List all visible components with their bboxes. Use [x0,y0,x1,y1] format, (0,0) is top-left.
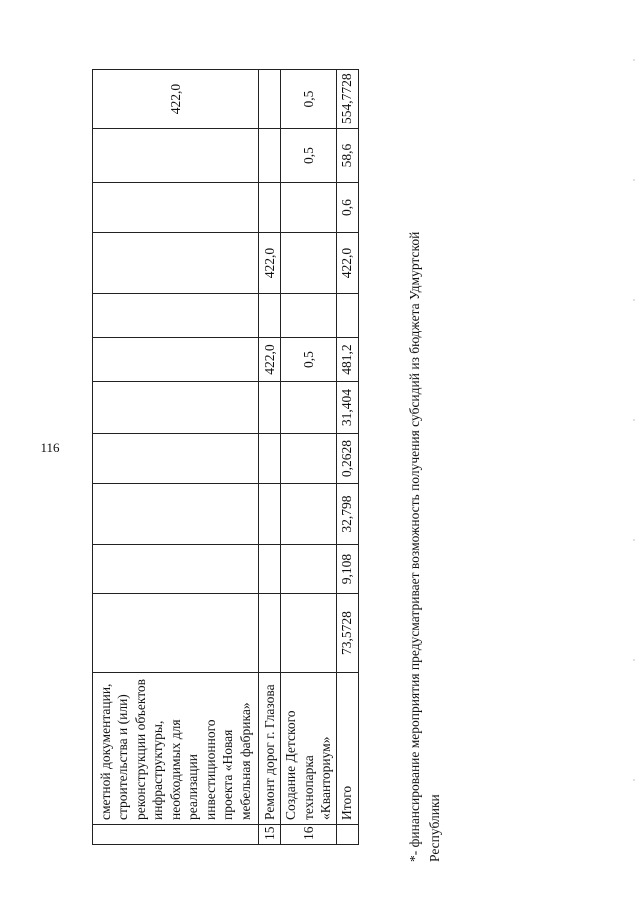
footnote-line-1: *- финансирование мероприятия предусматривает возможность получения субсидий из бюджета Удмуртской [407,231,422,862]
scan-edge-dots [600,0,640,905]
page-number [0,440,100,456]
cell [259,434,281,484]
cell: 0,5 [281,129,337,183]
row-number [93,825,259,845]
cell [281,484,337,545]
row-number [336,825,358,845]
cell [259,70,281,129]
row-name: сметной документации, строительства и (или) реконструкции объектов инфраструктуры, необходимых для реализации инвестиционного проекта «Новая мебельная фабрика» [93,673,259,825]
cell: 58,6 [336,129,358,183]
cell [281,294,337,338]
footnote-line-2: Республики [427,794,442,862]
cell: 9,108 [336,545,358,594]
cell [93,338,259,382]
cell [259,129,281,183]
row-number: 15 [259,825,281,845]
row-name: Создание Детского технопарка «Кванториум» [281,673,337,825]
cell [281,382,337,434]
cell [259,294,281,338]
table-row [259,70,281,845]
cell: 73,5728 [336,594,358,673]
row-name: Итого [336,673,358,825]
cell: 554,7728 [336,70,358,129]
cell [259,183,281,233]
cell: 0,5 [281,338,337,382]
row-name: Ремонт дорог г. Глазова [259,673,281,825]
cell: 31,404 [336,382,358,434]
cell: 0,6 [336,183,358,233]
cell [259,484,281,545]
table-row [281,70,337,845]
cell: 422,0 [259,338,281,382]
cell: 32,798 [336,484,358,545]
cell [259,594,281,673]
cell [93,183,259,233]
cell: 422,0 [93,70,259,129]
cell: 422,0 [336,233,358,294]
cell: 422,0 [259,233,281,294]
cell [93,484,259,545]
cell [93,294,259,338]
cell [93,594,259,673]
budget-table [92,69,359,845]
cell [336,294,358,338]
table-row [93,70,259,845]
rotated-table-container [92,70,355,845]
page-number-text: 116 [40,440,60,455]
footnote [405,102,445,862]
cell [281,434,337,484]
cell [281,545,337,594]
cell [93,545,259,594]
cell: 0,5 [281,70,337,129]
cell: 0,2628 [336,434,358,484]
cell [93,233,259,294]
cell [93,382,259,434]
cell [281,594,337,673]
table-row-total [336,70,358,845]
cell [281,183,337,233]
cell [259,545,281,594]
cell [259,382,281,434]
cell [93,129,259,183]
cell [93,434,259,484]
cell [281,233,337,294]
row-number: 16 [281,825,337,845]
cell: 481,2 [336,338,358,382]
table-body [93,70,359,845]
